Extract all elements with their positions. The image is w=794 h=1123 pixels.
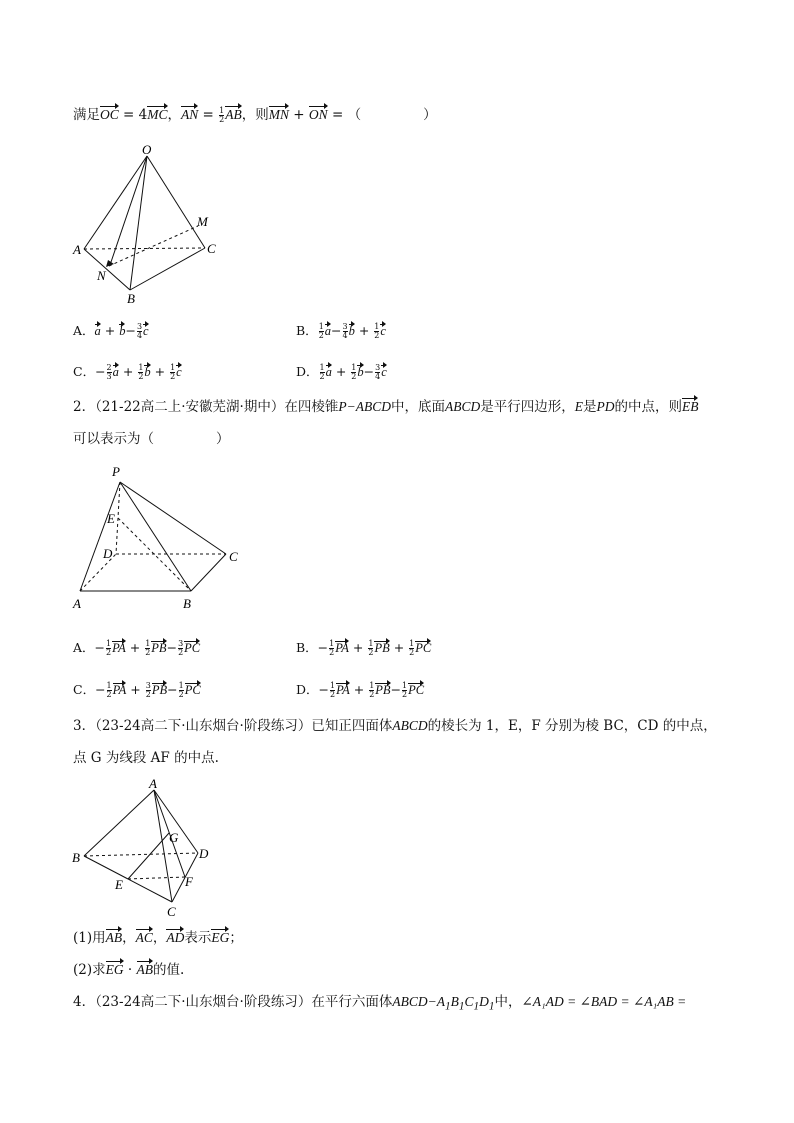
q1-option-c[interactable]: C．− $\frac{2}{3}$ a + $\frac{1}{2}$ b + $\frac{1}{2}$ c (73, 363, 182, 381)
q4-stem: 4．（23-24高二下·山东烟台·阶段练习）在平行六面体$ABCD-A_1B_1C_1D_1$中，∠A₁AD = ∠BAD = ∠A₁AB = (73, 994, 687, 1013)
label-D: D (199, 846, 209, 861)
label-N: N (97, 268, 106, 283)
q3-subquestion-2: (2)求EG · AB的值. (73, 962, 185, 978)
q3-stem-line1: 3．（23-24高二下·山东烟台·阶段练习）已知正四面体ABCD的棱长为 1，E，F 分别为棱 BC，CD 的中点， (73, 718, 717, 734)
label-B: B (127, 291, 135, 306)
label-C: C (229, 549, 238, 564)
q3-subquestion-1: (1)用AB，AC，AD表示EG； (73, 930, 243, 946)
q2-stem-line1: 2．（21-22高二上·安徽芜湖·期中）在四棱锥P−ABCD中，底面ABCD是平行四边形，E是PD的中点，则EB (73, 399, 699, 415)
label-C: C (167, 904, 176, 919)
label-E: E (107, 511, 115, 526)
label-C: C (207, 241, 216, 256)
q2-option-c[interactable]: C．− $\frac{1}{2}$ PA + $\frac{3}{2}$ PB− $\frac{1}{2}$ PC (73, 681, 201, 699)
q1-stem: 满足OC = 4MC，AN = $\frac{1}{2}$ AB，则MN + ON = （ ） (73, 106, 437, 124)
q3-stem-line2: 点 G 为线段 AF 的中点. (73, 750, 219, 766)
q1-option-b[interactable]: B． $\frac{1}{2}$ a− $\frac{3}{4}$ b + $\frac{1}{2}$ c (296, 322, 386, 340)
q2-option-d[interactable]: D．− $\frac{1}{2}$ PA + $\frac{1}{2}$ PB− $\frac{1}{2}$ PC (296, 681, 425, 699)
label-E: E (115, 877, 123, 892)
label-D: D (103, 546, 113, 561)
q2-option-a[interactable]: A．− $\frac{1}{2}$ PA + $\frac{1}{2}$ PB− $\frac{3}{2}$ PC (73, 639, 201, 657)
q1-tetrahedron-figure (70, 138, 230, 308)
q2-option-b[interactable]: B．− $\frac{1}{2}$ PA + $\frac{1}{2}$ PB + $\frac{1}{2}$ PC (296, 639, 432, 657)
q3-tetrahedron-figure (68, 776, 218, 921)
label-A: A (73, 242, 81, 257)
label-B: B (183, 596, 191, 611)
label-A: A (149, 776, 157, 791)
label-B: B (72, 850, 80, 865)
q1-option-a[interactable]: A．a + b− $\frac{3}{4}$ c (73, 322, 149, 340)
label-G: G (169, 830, 179, 845)
label-F: F (185, 874, 193, 889)
q2-pyramid-figure (68, 460, 253, 615)
q1-option-d[interactable]: D． $\frac{1}{2}$ a + $\frac{1}{2}$ b− $\frac{3}{4}$ c (296, 363, 387, 381)
label-M: M (197, 214, 208, 229)
label-P: P (112, 464, 120, 479)
label-O: O (142, 142, 152, 157)
q2-stem-line2: 可以表示为（ ） (73, 431, 230, 447)
label-A: A (73, 596, 81, 611)
